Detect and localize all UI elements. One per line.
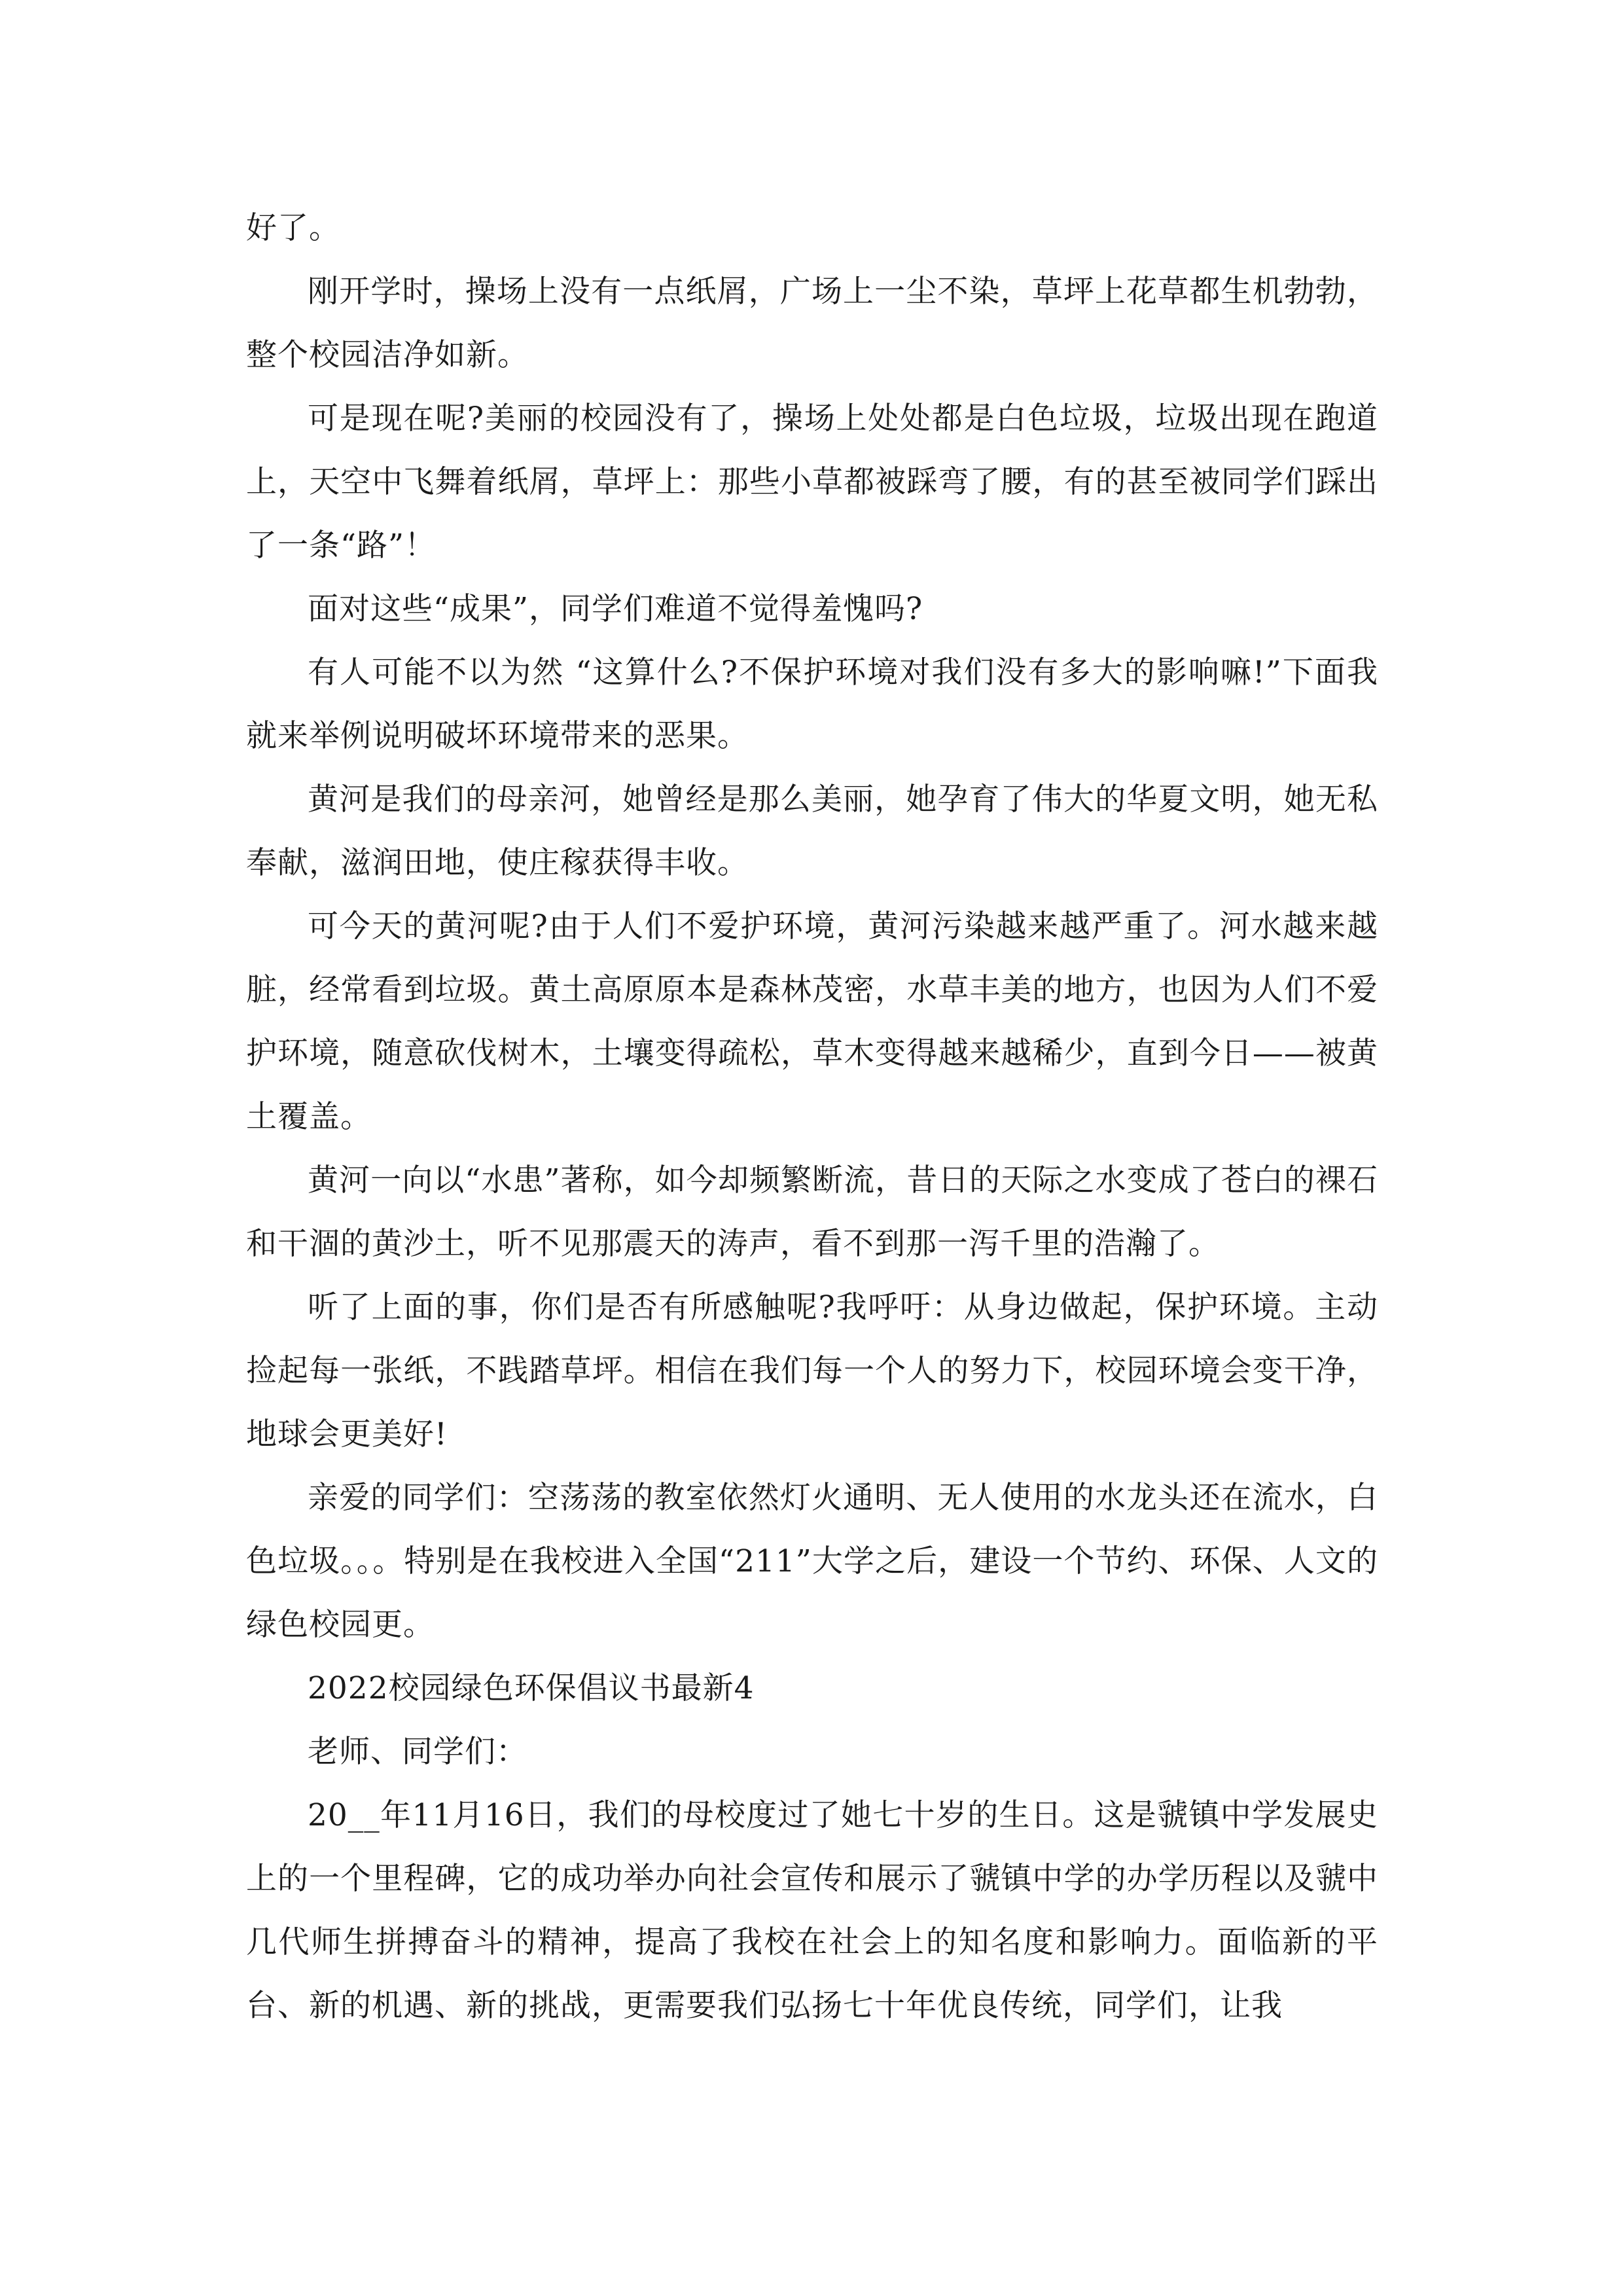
paragraph: 刚开学时，操场上没有一点纸屑，广场上一尘不染，草坪上花草都生机勃勃，整个校园洁净如新。 (246, 274, 1378, 373)
document-body (246, 196, 1378, 2037)
paragraph: 20__年11月16日，我们的母校度过了她七十岁的生日。这是虢镇中学发展史上的一个里程碑，它的成功举办向社会宣传和展示了虢镇中学的办学历程以及虢中几代师生拼搏奋斗的精神，提高了我校在社会上的知名度和影响力。面临新的平台、新的机遇、新的挑战，更需要我们弘扬七十年优良传统，同学们，让我 (246, 1797, 1378, 2024)
paragraph-continuation: 好了。 (246, 210, 340, 246)
salutation: 老师、同学们： (308, 1734, 527, 1770)
paragraph: 黄河是我们的母亲河，她曾经是那么美丽，她孕育了伟大的华夏文明，她无私奉献，滋润田地，使庄稼获得丰收。 (246, 781, 1378, 881)
paragraph: 可今天的黄河呢?由于人们不爱护环境，黄河污染越来越严重了。河水越来越脏，经常看到垃圾。黄土高原原本是森林茂密，水草丰美的地方，也因为人们不爱护环境，随意砍伐树木，土壤变得疏松，草木变得越来越稀少，直到今日——被黄土覆盖。 (246, 908, 1378, 1135)
paragraph: 有人可能不以为然 “这算什么?不保护环境对我们没有多大的影响嘛!”下面我就来举例说明破坏环境带来的恶果。 (246, 655, 1378, 754)
paragraph: 黄河一向以“水患”著称，如今却频繁断流，昔日的天际之水变成了苍白的裸石和干涸的黄沙土，听不见那震天的涛声，看不到那一泻千里的浩瀚了。 (246, 1162, 1378, 1262)
section-heading: 2022校园绿色环保倡议书最新4 (308, 1670, 755, 1706)
paragraph: 亲爱的同学们：空荡荡的教室依然灯火通明、无人使用的水龙头还在流水，白色垃圾。。。特别是在我校进入全国“211”大学之后，建设一个节约、环保、人文的绿色校园更。 (246, 1480, 1378, 1643)
paragraph: 可是现在呢?美丽的校园没有了，操场上处处都是白色垃圾，垃圾出现在跑道上，天空中飞舞着纸屑，草坪上：那些小草都被踩弯了腰，有的甚至被同学们踩出了一条“路”！ (246, 401, 1378, 564)
paragraph: 听了上面的事，你们是否有所感触呢?我呼吁：从身边做起，保护环境。主动捡起每一张纸，不践踏草坪。相信在我们每一个人的努力下，校园环境会变干净，地球会更美好! (246, 1289, 1378, 1452)
paragraph: 面对这些“成果”，同学们难道不觉得羞愧吗? (308, 591, 923, 627)
